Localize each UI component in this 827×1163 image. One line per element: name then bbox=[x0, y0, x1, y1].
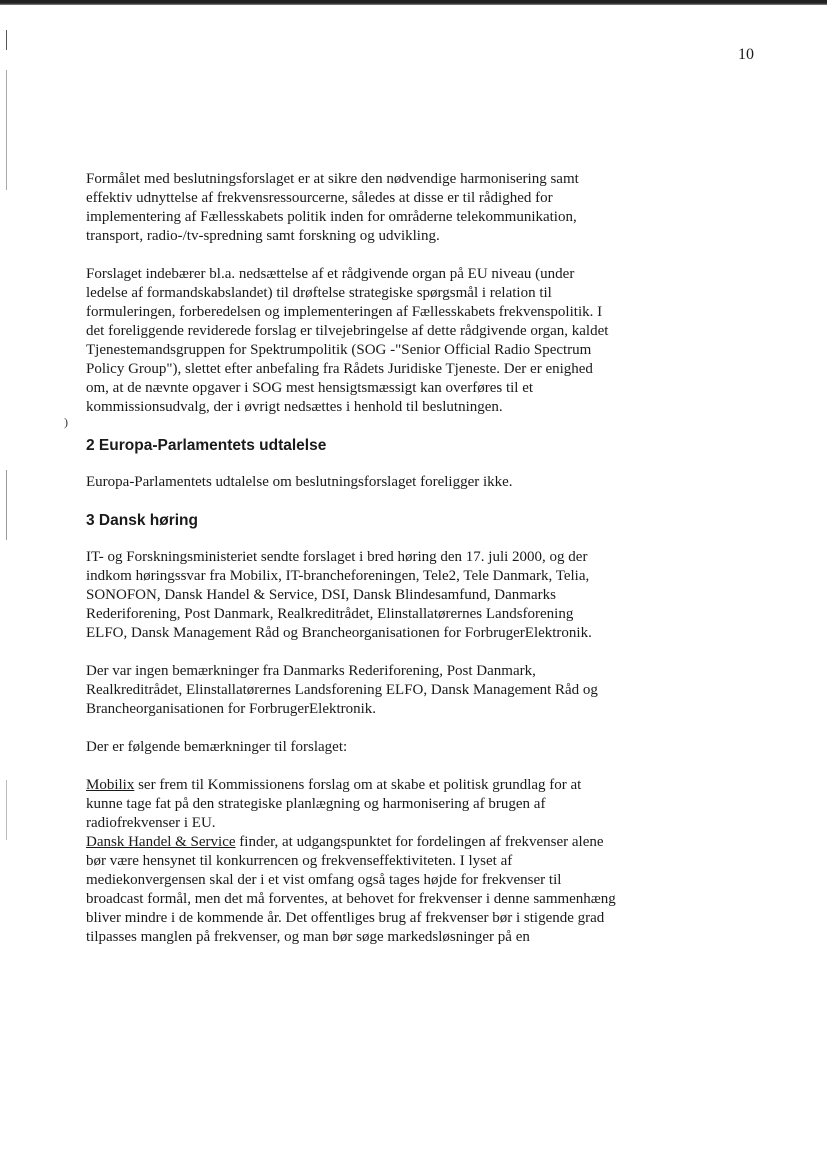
margin-scan-mark: ) bbox=[64, 415, 68, 429]
section-heading-parliament: 2 Europa-Parlamentets udtalelse bbox=[86, 437, 327, 454]
margin-mark bbox=[6, 780, 7, 840]
paragraph-proposal: Forslaget indebærer bl.a. nedsættelse af et rådgivende organ på EU niveau (under ledelse af formandskabslandet) til drøftelse strategiske spørgsmål i relation til formuleringen, forberedelsen og implementeringen af Fællesskabets frekvenspolitik. I det foreliggende reviderede forslag er tilvejebringelse af dette rådgivende organ, kaldet Tjenestemandsgruppen for Spektrumpolitik (SOG -"Senior Official Radio Spectrum Policy Group"), slettet efter anbefaling fra Rådets Juridiske Tjeneste. Der er enighed om, at de nævnte opgaver i SOG mest hensigtsmæssigt kan overføres til et kommissionsudvalg, der i øvrigt nedsættes i henhold til beslutningen. bbox=[86, 266, 609, 415]
mobilix-text: ser frem til Kommissionens forslag om at skabe et politisk grundlag for at kunne tage fat på den strategiske planlægning og harmonisering af brugen af radiofrekvenser i EU. bbox=[86, 777, 582, 831]
paragraph-dansk-handel bbox=[86, 833, 616, 947]
paragraph-parliament-opinion: Europa-Parlamentets udtalelse om beslutningsforslaget foreligger ikke. bbox=[86, 474, 513, 490]
mobilix-name: Mobilix bbox=[86, 777, 135, 793]
margin-mark bbox=[6, 70, 7, 190]
dansk-handel-text: finder, at udgangspunktet for fordelingen af frekvenser alene bør være hensynet til konkurrencen og frekvenseffektiviteten. I lyset af mediekonvergensen skal der i et vist omfang også tages højde for frekvenser til broadcast formål, men det må forventes, at behovet for frekvenser i denne sammenhæng bliver mindre i de kommende år. Det offentliges brug af frekvenser bør i stigende grad tilpasses manglen på frekvenser, og man bør søge markedsløsninger på en bbox=[86, 834, 616, 945]
page-number: 10 bbox=[738, 46, 754, 63]
paragraph-no-remarks: Der var ingen bemærkninger fra Danmarks Rederiforening, Post Danmark, Realkreditrådet, Elinstallatørernes Landsforening ELFO, Dansk Management Råd og Brancheorganisationen for ForbrugerElektronik. bbox=[86, 663, 598, 717]
margin-mark bbox=[6, 30, 7, 50]
dansk-handel-name: Dansk Handel & Service bbox=[86, 834, 236, 850]
margin-mark bbox=[6, 470, 7, 540]
paragraph-remarks-intro: Der er følgende bemærkninger til forslaget: bbox=[86, 739, 348, 755]
paragraph-consultation: IT- og Forskningsministeriet sendte forslaget i bred høring den 17. juli 2000, og der indkom høringssvar fra Mobilix, IT-brancheforeningen, Tele2, Tele Danmark, Telia, SONOFON, Dansk Handel & Service, DSI, Dansk Blindesamfund, Danmarks Rederiforening, Post Danmark, Realkreditrådet, Elinstallatørernes Landsforening ELFO, Dansk Management Råd og Brancheorganisationen for ForbrugerElektronik. bbox=[86, 549, 592, 641]
top-scan-edge bbox=[0, 0, 827, 5]
paragraph-purpose: Formålet med beslutningsforslaget er at sikre den nødvendige harmonisering samt effektiv udnyttelse af frekvensressourcerne, således at disse er til rådighed for implementering af Fællesskabets politik inden for områderne telekommunikation, transport, radio-/tv-spredning samt forskning og udvikling. bbox=[86, 171, 579, 244]
section-heading-danish-consultation: 3 Dansk høring bbox=[86, 512, 198, 529]
document-body bbox=[86, 170, 616, 947]
paragraph-mobilix bbox=[86, 776, 616, 833]
